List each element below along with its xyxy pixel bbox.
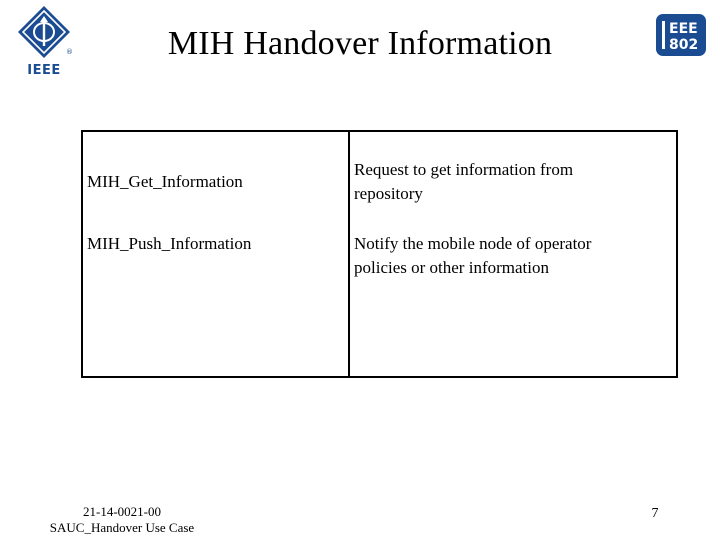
registered-mark: ® (66, 48, 73, 56)
description-column (350, 132, 676, 376)
ieee-802-logo (656, 14, 706, 56)
page-number: 7 (651, 506, 659, 521)
table-cell-primitive: MIH_Get_Information (87, 172, 243, 191)
description-line: Notify the mobile node of operator (354, 234, 592, 253)
table-cell-description (354, 158, 672, 206)
description-line: Request to get information from (354, 160, 574, 179)
ieee-802-logo-line1: EEE (669, 21, 698, 37)
table-cell-primitive: MIH_Push_Information (87, 234, 252, 253)
ieee-logo-text: IEEE (27, 63, 61, 76)
description-line: policies or other information (354, 258, 549, 277)
primitives-table (81, 130, 678, 378)
footer-doc-name: SAUC_Handover Use Case (49, 520, 195, 535)
ieee-802-logo-icon (656, 14, 706, 56)
description-line: repository (354, 184, 423, 203)
table-cell-description (354, 232, 672, 280)
footer-document-info (40, 504, 204, 536)
footer-doc-number: 21-14-0021-00 (83, 504, 161, 519)
ieee-802-logo-line2: 802 (669, 37, 699, 53)
slide-title: MIH Handover Information (167, 25, 553, 62)
primitive-column (83, 132, 350, 376)
